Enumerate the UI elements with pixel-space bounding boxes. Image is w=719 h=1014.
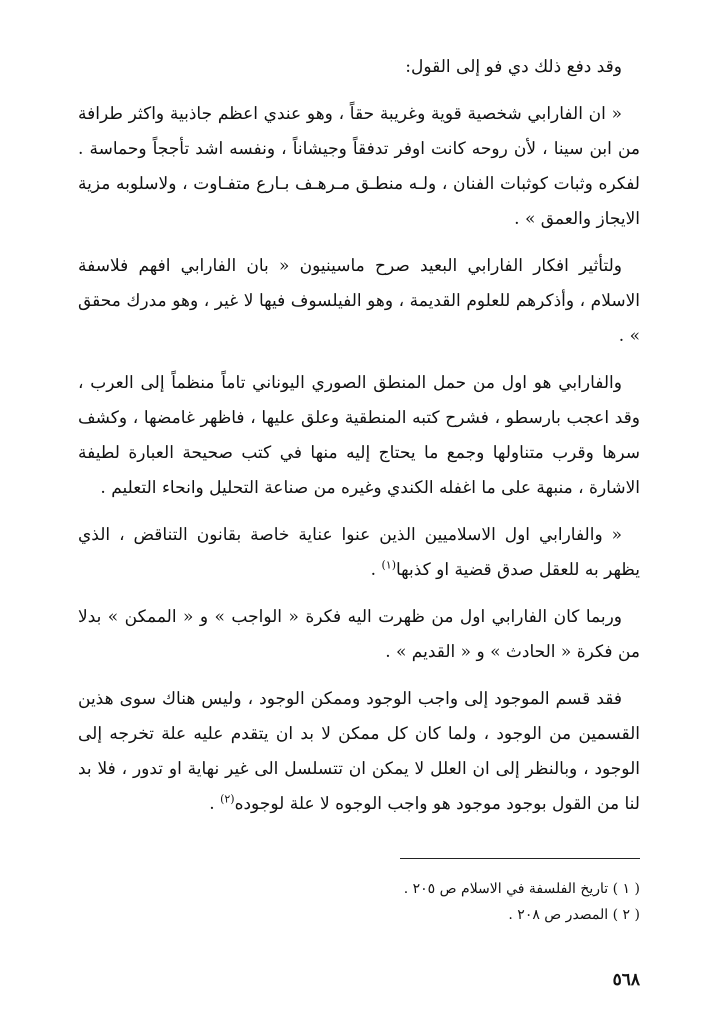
paragraph-2: [78, 97, 640, 237]
footnote-ref-1: (١): [381, 558, 396, 572]
footnote-separator: [400, 858, 640, 859]
footnotes: [340, 876, 640, 928]
paragraph-7-tail: .: [209, 794, 221, 814]
paragraph-7-text: فقد قسم الموجود إلى واجب الوجود وممكن الوجود ، وليس هناك سوى هذين القسمين من الوجود ، ولما كان كل ممكن لا بد ان يتقدم عليه علة تخرجه إلى الوجود ، وبالنظر إلى ان العلل لا يمكن ان تتسلسل الى غير نهاية او تدور ، فلا بد لنا من القول بوجود موجود هو واجب الوجوه لا علة لوجوده: [78, 689, 640, 814]
paragraph-5: [78, 518, 640, 588]
paragraph-6-text: وربما كان الفارابي اول من ظهرت اليه فكرة « الواجب » و « الممكن » بدلا من فكرة « الحادث » و « القديم » .: [78, 607, 640, 662]
paragraph-4-text: والفارابي هو اول من حمل المنطق الصوري اليوناني تاماً منظماً إلى العرب ، وقد اعجب بارسطو ، فشرح كتبه المنطقية وعلق عليها ، فاظهر غامضها ، وكشف سرها وقرب متناولها وجمع ما يحتاج إليه منها في كتب صحيحة العبارة لطيفة الاشارة ، منبهة على ما اغفله الكندي وغيره من صناعة التحليل وانحاء التعليم .: [78, 373, 640, 498]
paragraph-5-text: « والفارابي اول الاسلاميين الذين عنوا عناية خاصة بقانون التناقض ، الذي يظهر به للعقل صدق قضية او كذبها: [78, 525, 640, 580]
paragraph-4: [78, 366, 640, 506]
footnote-1: ( ١ ) تاريخ الفلسفة في الاسلام ص ٢٠٥ .: [403, 881, 640, 897]
paragraph-7: [78, 682, 640, 822]
paragraph-1: [78, 50, 640, 85]
paragraph-2-text: « ان الفارابي شخصية قوية وغريبة حقاً ، وهو عندي اعظم جاذبية واكثر طرافة من ابن سينا ، لأن روحه كانت اوفر تدفقاً وجيشاناً ، ونفسه اشد تأججاً وحماسة . لفكره وثبات كوثبات الفنان ، ولـه منطـق مـرهـف بـارع متفـاوت ، ولاسلوبه مزية الايجاز والعمق » .: [78, 104, 640, 229]
paragraph-3: [78, 249, 640, 354]
footnote-ref-2: (٢): [220, 792, 235, 806]
paragraph-6: [78, 600, 640, 670]
paragraph-3-text: ولتأثير افكار الفارابي البعيد صرح ماسينيون « بان الفارابي افهم فلاسفة الاسلام ، وأذكرهم للعلوم القديمة ، وهو الفيلسوف فيها لا غير ، وهو مدرك محقق » .: [78, 256, 640, 346]
page-number: ٥٦٨: [612, 970, 640, 990]
main-text: [78, 50, 640, 822]
paragraph-1-text: وقد دفع ذلك دي فو إلى القول:: [405, 57, 622, 77]
paragraph-5-tail: .: [370, 560, 382, 580]
footnote-2: ( ٢ ) المصدر ص ٢٠٨ .: [508, 907, 640, 923]
